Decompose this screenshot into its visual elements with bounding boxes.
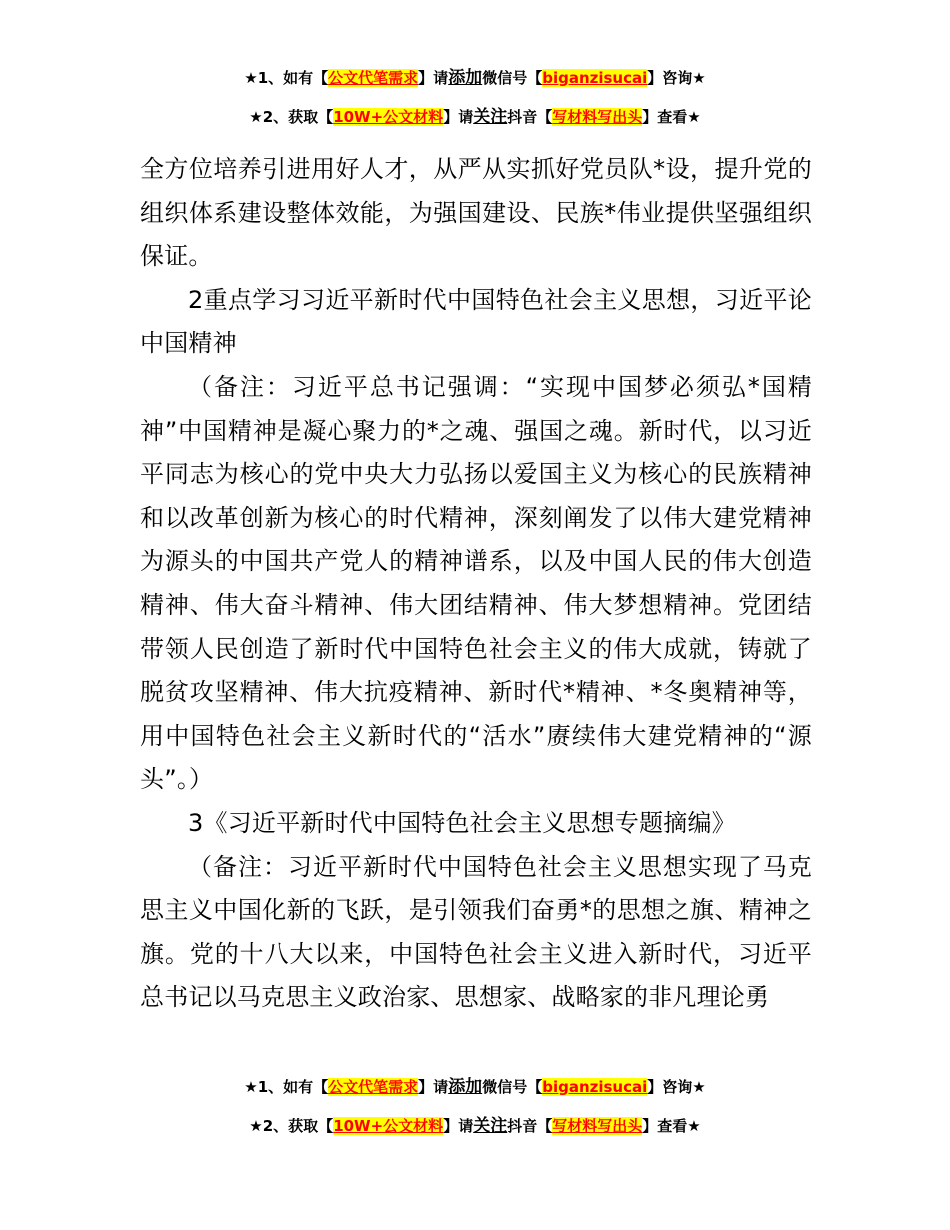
banner-text: 】请	[418, 1078, 449, 1096]
banner-text: ★2、获取【	[249, 1117, 334, 1135]
paragraph: 全方位培养引进用好人才，从严从实抓好党员队*设，提升党的组织体系建设整体效能，为强国建设、民族*伟业提供坚强组织保证。	[140, 155, 812, 271]
highlight-douyin: 写材料写出头	[552, 108, 643, 126]
highlight-douyin: 写材料写出头	[552, 1117, 643, 1135]
banner-text: 】请	[443, 1117, 474, 1135]
section-heading: 2重点学习习近平新时代中国特色社会主义思想，习近平论中国精神	[140, 285, 812, 358]
header-banner-line-1	[0, 68, 950, 88]
highlight-wechat-id: biganzisucai	[542, 69, 648, 87]
banner-text: 】咨询★	[647, 69, 706, 87]
banner-text: 抖音【	[507, 108, 553, 126]
banner-underlined: 关注	[473, 107, 508, 127]
banner-text: 微信号【	[482, 69, 543, 87]
highlight-wechat-id: biganzisucai	[542, 1078, 648, 1096]
banner-text: 抖音【	[507, 1117, 553, 1135]
header-banner-line-2	[0, 107, 950, 127]
highlight-service: 公文代笔需求	[328, 1078, 419, 1096]
paragraph-note: （备注：习近平总书记强调：“实现中国梦必须弘*国精神”中国精神是凝心聚力的*之魂、强国之魂。新时代，以习近平同志为核心的党中央大力弘扬以爱国主义为核心的民族精神和以改革创新为核心的时代精神，深刻阐发了以伟大建党精神为源头的中国共产党人的精神谱系，以及中国人民的伟大创造精神、伟大奋斗精神、伟大团结精神、伟大梦想精神。党团结带领人民创造了新时代中国特色社会主义的伟大成就，铸就了脱贫攻坚精神、伟大抗疫精神、新时代*精神、*冬奥精神等，用中国特色社会主义新时代的“活水”赓续伟大建党精神的“源头”。）	[140, 372, 812, 794]
banner-text: ★1、如有【	[244, 1078, 329, 1096]
banner-text: ★2、获取【	[249, 108, 334, 126]
highlight-materials: 10W+公文材料	[333, 108, 444, 126]
banner-text: 】请	[443, 108, 474, 126]
banner-underlined: 添加	[448, 68, 483, 88]
banner-text: 微信号【	[482, 1078, 543, 1096]
banner-underlined: 关注	[473, 1116, 508, 1136]
banner-text: 】咨询★	[647, 1078, 706, 1096]
highlight-materials: 10W+公文材料	[333, 1117, 444, 1135]
footer-banner-line-1	[0, 1077, 950, 1097]
section-heading: 3《习近平新时代中国特色社会主义思想专题摘编》	[188, 808, 736, 837]
banner-text: 】查看★	[642, 1117, 701, 1135]
banner-text: ★1、如有【	[244, 69, 329, 87]
footer-banner-line-2	[0, 1116, 950, 1136]
highlight-service: 公文代笔需求	[328, 69, 419, 87]
paragraph-note: （备注：习近平新时代中国特色社会主义思想实现了马克思主义中国化新的飞跃，是引领我们奋勇*的思想之旗、精神之旗。党的十八大以来，中国特色社会主义进入新时代，习近平总书记以马克思主义政治家、思想家、战略家的非凡理论勇	[140, 852, 812, 1012]
banner-text: 】请	[418, 69, 449, 87]
banner-underlined: 添加	[448, 1077, 483, 1097]
banner-text: 】查看★	[642, 108, 701, 126]
document-body	[140, 148, 812, 1020]
